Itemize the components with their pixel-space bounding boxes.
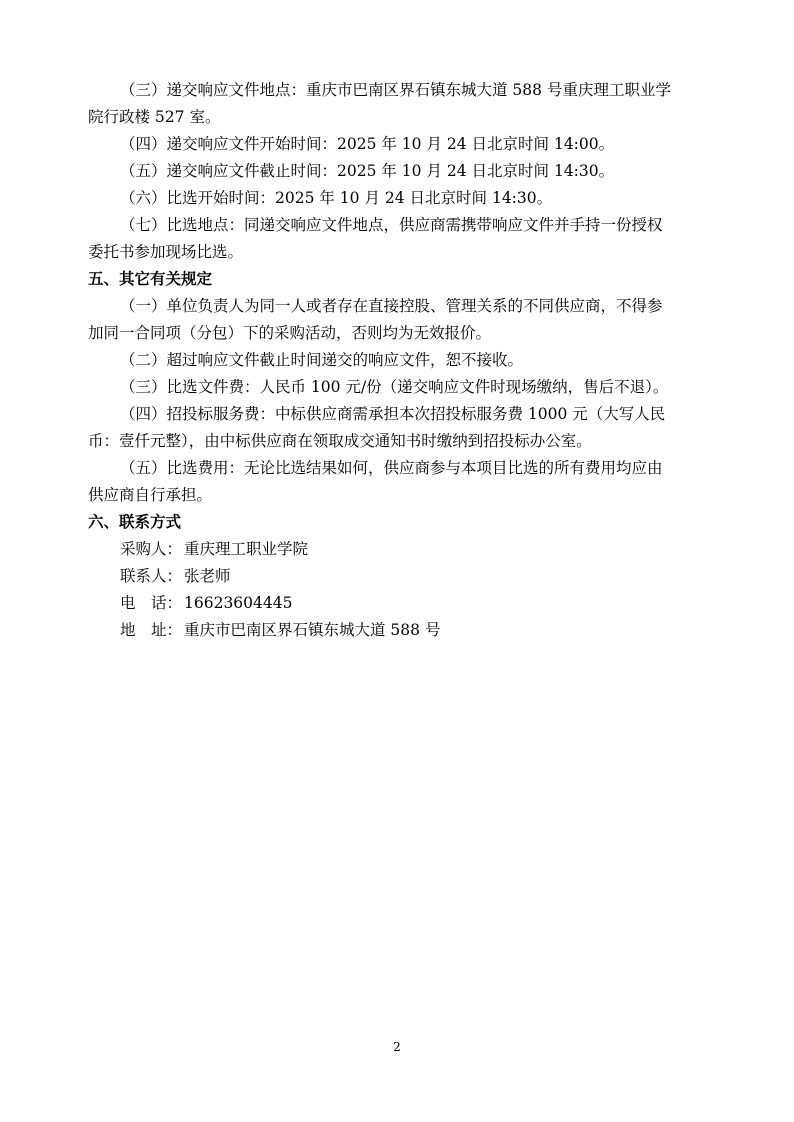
paragraph-line: （七）比选地点：同递交响应文件地点，供应商需携带响应文件并手持一份授权 xyxy=(120,216,663,234)
paragraph-line: （六）比选开始时间：2025 年 10 月 24 日北京时间 14:30。 xyxy=(120,189,553,207)
section-heading: 五、其它有关规定 xyxy=(88,270,213,288)
paragraph-line: （四）招投标服务费：中标供应商需承担本次招投标服务费 1000 元（大写人民 xyxy=(120,405,666,423)
paragraph-line: 加同一合同项（分包）下的采购活动，否则均为无效报价。 xyxy=(88,324,492,342)
page-number: 2 xyxy=(393,1040,401,1054)
paragraph-line: 院行政楼 527 室。 xyxy=(88,108,221,126)
paragraph-line: 币：壹仟元整），由中标供应商在领取成交通知书时缴纳到招投标办公室。 xyxy=(88,432,592,450)
paragraph-line: （三）递交响应文件地点：重庆市巴南区界石镇东城大道 588 号重庆理工职业学 xyxy=(120,81,671,99)
paragraph-line: （一）单位负责人为同一人或者存在直接控股、管理关系的不同供应商，不得参 xyxy=(120,297,663,315)
contact-label: 采购人： xyxy=(120,540,183,558)
paragraph-line: （五）比选费用：无论比选结果如何，供应商参与本项目比选的所有费用均应由 xyxy=(120,459,663,477)
contact-person xyxy=(120,566,231,586)
contact-value: 16623604445 xyxy=(184,594,293,612)
contact-phone xyxy=(120,593,292,613)
contact-value: 张老师 xyxy=(184,567,231,585)
contact-value: 重庆理工职业学院 xyxy=(184,540,309,558)
paragraph-line: 供应商自行承担。 xyxy=(88,486,213,504)
contact-value: 重庆市巴南区界石镇东城大道 588 号 xyxy=(184,621,441,639)
contact-label: 联系人： xyxy=(120,567,183,585)
paragraph-line: 委托书参加现场比选。 xyxy=(88,243,244,261)
contact-label: 地 址： xyxy=(120,621,183,639)
paragraph-line: （三）比选文件费：人民币 100 元/份（递交响应文件时现场缴纳，售后不退）。 xyxy=(120,378,669,396)
contact-label: 电 话： xyxy=(120,594,183,612)
contact-purchaser xyxy=(120,539,308,559)
contact-address xyxy=(120,620,440,640)
paragraph-line: （二）超过响应文件截止时间递交的响应文件，恕不接收。 xyxy=(120,351,524,369)
section-heading: 六、联系方式 xyxy=(88,513,182,531)
paragraph-line: （五）递交响应文件截止时间：2025 年 10 月 24 日北京时间 14:30。 xyxy=(120,162,615,180)
paragraph-line: （四）递交响应文件开始时间：2025 年 10 月 24 日北京时间 14:00。 xyxy=(120,135,615,153)
